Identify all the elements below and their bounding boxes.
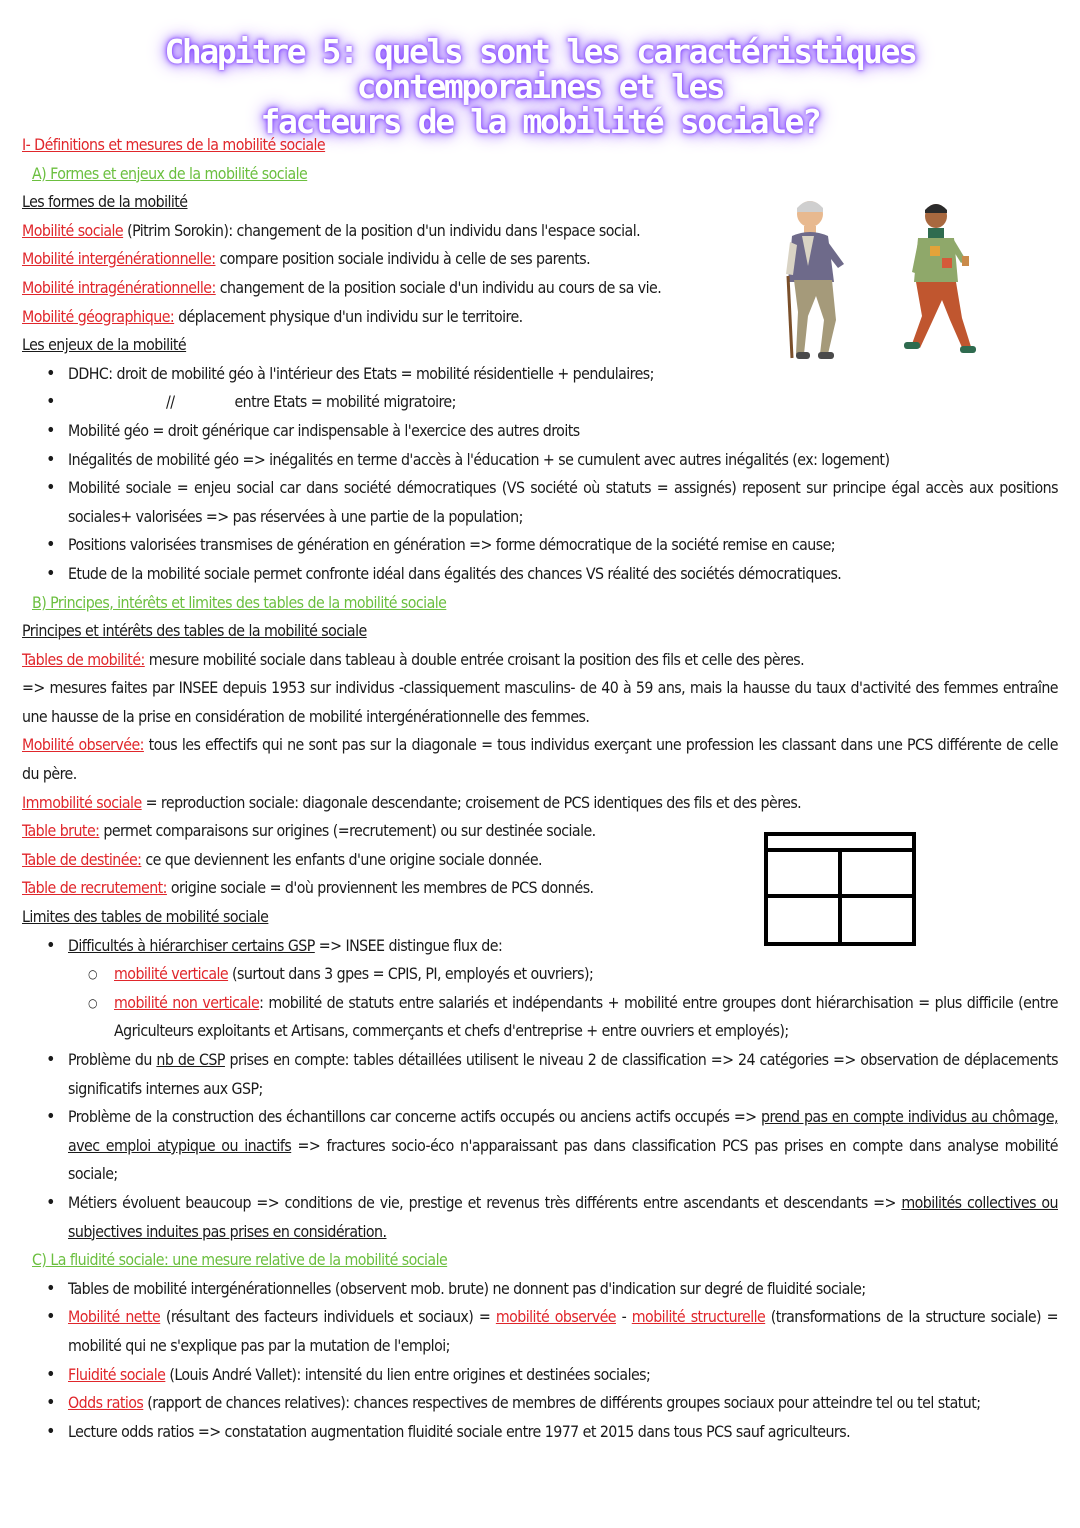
sub-list-item: [68, 960, 1058, 989]
list-item: [22, 1046, 1058, 1103]
item-text: Métiers évoluent beaucoup => conditions de vie, prestige et revenus très différents entre ascendants et descendants =>: [68, 1192, 902, 1212]
item-text: Problème de la construction des échantillons car concerne actifs occupés ou anciens actifs occupés =>: [68, 1107, 761, 1127]
fluidite-list: [22, 1275, 1058, 1447]
def-term: Table de destinée:: [22, 849, 142, 869]
item-text: Positions valorisées transmises de génération en génération => forme démocratique de la société remise en cause;: [68, 535, 836, 555]
document-body: [22, 131, 1058, 1446]
item-text: Etude de la mobilité sociale permet confronte idéal dans égalités des chances VS réalité des sociétés démocratiques.: [68, 563, 842, 583]
def-intragenerationnelle: [22, 274, 1058, 303]
def-text: mesure mobilité sociale dans tableau à double entrée croisant la position des fils et celle des pères.: [144, 649, 805, 669]
item-underlined: mobilités collectives ou subjectives induites pas prises en considération.: [68, 1192, 1059, 1241]
ditto-mark: //: [166, 392, 175, 412]
def-term: Mobilité intragénérationnelle:: [22, 277, 216, 297]
def-text: origine sociale = d'où proviennent les membres de PCS donnés.: [166, 878, 594, 898]
item-underlined: Difficultés à hiérarchiser certains GSP: [68, 935, 315, 955]
def-term: Mobilité intergénérationnelle:: [22, 249, 216, 269]
list-item: [22, 1303, 1058, 1360]
subheading-a: A) Formes et enjeux de la mobilité sociale: [32, 163, 308, 183]
def-text: compare position sociale individu à celle de ses parents.: [215, 249, 591, 269]
enjeux-list: [22, 360, 1058, 417]
enjeux-title: Les enjeux de la mobilité: [22, 335, 187, 355]
brute-definition: [22, 817, 1058, 846]
def-term: Fluidité sociale: [68, 1364, 166, 1384]
def-text: ce que deviennent les enfants d'une origine sociale donnée.: [141, 849, 543, 869]
def-text: = reproduction sociale: diagonale descendante; croisement de PCS identiques des fils et des pères.: [141, 792, 802, 812]
def-term: Table brute:: [22, 821, 100, 841]
list-item: [22, 1389, 1058, 1418]
item-text: (Louis André Vallet): intensité du lien entre origines et destinées sociales;: [165, 1364, 651, 1384]
def-term: Mobilité observée:: [22, 735, 144, 755]
list-item: [22, 474, 1058, 531]
item-text: -: [615, 1307, 632, 1327]
def-term: Odds ratios: [68, 1393, 144, 1413]
formes-title: Les formes de la mobilité: [22, 192, 188, 212]
def-term: Mobilité nette: [68, 1307, 161, 1327]
list-item-continuation: [22, 388, 1058, 417]
list-item: [22, 1103, 1058, 1189]
limites-list: [22, 932, 1058, 1247]
item-text: prises en compte: tables détaillées utilisent le niveau 2 de classification => 24 catégories => observation de déplacements significatifs internes aux GSP;: [68, 1050, 1058, 1098]
def-term: Mobilité sociale: [22, 220, 124, 240]
def-text: permet comparaisons sur origines (=recrutement) ou sur destinée sociale.: [99, 821, 596, 841]
enjeux-list-2: [22, 417, 1058, 589]
list-item: [22, 1418, 1058, 1447]
def-text: (Pitrim Sorokin): changement de la position d'un individu dans l'espace social.: [123, 220, 641, 240]
def-geographique: [22, 303, 1058, 332]
list-item: [22, 360, 1058, 389]
item-text: Lecture odds ratios => constatation augmentation fluidité sociale entre 1977 et 2015 dans tous PCS sauf agriculteurs.: [68, 1421, 851, 1441]
item-text: (rapport de chances relatives): chances respectives de membres de différents groupes sociaux pour atteindre tel ou tel statut;: [143, 1393, 981, 1413]
def-text: changement de la position sociale d'un individu au cours de sa vie.: [215, 277, 662, 297]
item-text: Tables de mobilité intergénérationnelles (observent mob. brute) ne donnent pas d'indication sur degré de fluidité sociale;: [68, 1278, 866, 1298]
item-text: : mobilité de statuts entre salariés et indépendants + mobilité entre groupes dont hiérarchisation = plus difficile (entre Agriculteurs exploitants et Artisans, commerçants et chefs d'entreprise + entre ouvriers et employés);: [114, 992, 1058, 1041]
def-term: Immobilité sociale: [22, 792, 142, 812]
item-text: => fractures socio-éco n'apparaissant pas dans classification PCS pas prises en compte dans analyse mobilité sociale;: [68, 1135, 1058, 1184]
item-text: Inégalités de mobilité géo => inégalités en terme d'accès à l'éducation + se cumulent avec autres inégalités (ex: logement): [68, 449, 890, 469]
def-term: mobilité verticale: [114, 964, 229, 984]
item-text: Mobilité sociale = enjeu social car dans société démocratiques (VS société où statuts = assignés) reposent sur principe égal accès aux positions sociales+ valorisées => pas réservées à une partie de la population;: [68, 478, 1058, 526]
section-heading-1: I- Définitions et mesures de la mobilité sociale: [22, 135, 326, 154]
def-text: tous les effectifs qui ne sont pas sur la diagonale = tous individus exerçant une profession les classant dans une PCS différente de celle du père.: [22, 735, 1058, 784]
item-text: (transformations de la structure sociale) = mobilité qui ne s'explique pas par la mutation de l'emploi;: [68, 1307, 1059, 1355]
def-term: mobilité non verticale: [114, 992, 260, 1012]
list-item: [22, 1361, 1058, 1390]
immobilite-definition: [22, 789, 1058, 818]
destinee-definition: [22, 846, 1058, 875]
insee-paragraph: => mesures faites par INSEE depuis 1953 sur individus -classiquement masculins- de 40 à 59 ans, mais la hausse du taux d'activité des femmes entraîne une hausse de la prise en considération de mobilité intergénérationnelle des femmes.: [22, 678, 1058, 726]
list-item: [22, 417, 1058, 446]
def-term: Table de recrutement:: [22, 878, 167, 898]
def-term: mobilité structurelle: [631, 1307, 766, 1327]
def-text: déplacement physique d'un individu sur le territoire.: [174, 306, 523, 326]
sub-list-item: [68, 989, 1058, 1046]
item-text: => INSEE distingue flux de:: [314, 935, 503, 955]
list-item: [22, 1189, 1058, 1246]
list-item: [22, 446, 1058, 475]
item-text: Problème du: [68, 1050, 157, 1069]
page-title-line2: facteurs de la mobilité sociale?: [260, 102, 820, 141]
item-text: DDHC: droit de mobilité géo à l'intérieur des Etats = mobilité résidentielle + pendulaires;: [68, 363, 654, 383]
def-mobilite-sociale: [22, 217, 1058, 246]
principes-title: Principes et intérêts des tables de la mobilité sociale: [22, 621, 367, 641]
item-text: entre Etats = mobilité migratoire;: [234, 392, 456, 412]
list-item: [22, 531, 1058, 560]
def-intergenerationnelle: [22, 245, 1058, 274]
recrutement-definition: [22, 874, 1058, 903]
page-title: [40, 34, 1040, 139]
item-underlined: nb de CSP: [156, 1050, 225, 1069]
list-item: [22, 1275, 1058, 1304]
page-title-line1: Chapitre 5: quels sont les caractéristiques contemporaines et les: [164, 32, 916, 106]
item-text: Mobilité géo = droit générique car indispensable à l'exercice des autres droits: [68, 420, 580, 440]
list-item: [22, 560, 1058, 589]
observee-definition: [22, 731, 1058, 788]
def-term: mobilité observée: [495, 1307, 616, 1327]
limites-title: Limites des tables de mobilité sociale: [22, 907, 269, 927]
subheading-c: C) La fluidité sociale: une mesure relative de la mobilité sociale: [32, 1250, 448, 1270]
list-item: [22, 932, 1058, 1046]
def-term: Tables de mobilité:: [22, 649, 145, 669]
item-underlined: prend pas en compte individus au chômage, avec emploi atypique ou inactifs: [68, 1107, 1058, 1155]
tables-definition: [22, 646, 1058, 675]
subheading-b: B) Principes, intérêts et limites des tables de la mobilité sociale: [32, 592, 447, 612]
item-text: (résultant des facteurs individuels et sociaux) =: [160, 1307, 496, 1327]
item-text: (surtout dans 3 gpes = CPIS, PI, employés et ouvriers);: [228, 964, 594, 984]
sub-list: [68, 960, 1058, 1046]
def-term: Mobilité géographique:: [22, 306, 175, 326]
